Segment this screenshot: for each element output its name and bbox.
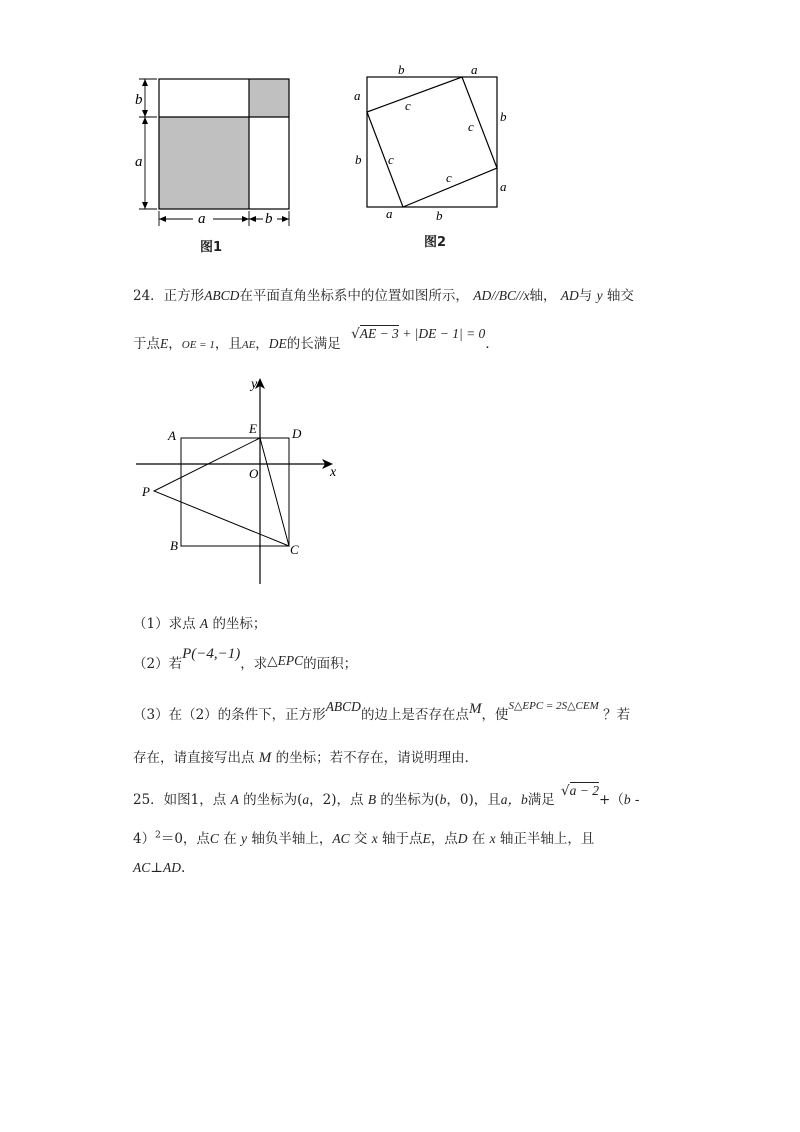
q25-y: y xyxy=(241,831,248,846)
q24-line-2: 于点E，OE = 1，且AE，DE的长满足 √AE − 3 + |DE − 1| = 0． xyxy=(133,326,499,352)
fig2-label-right-a: a xyxy=(500,179,507,194)
q24-AE: AE xyxy=(241,339,256,351)
q24-text: 的边上是否存在点 xyxy=(360,707,469,723)
q24-oe: OE = 1 xyxy=(181,339,215,351)
q24-text: ，使 xyxy=(481,707,509,723)
graph-label-E: E xyxy=(249,421,257,436)
q25-text: - xyxy=(634,792,640,808)
figure-1 xyxy=(125,70,300,235)
graph-label-O: O xyxy=(249,466,259,481)
q25-B: B xyxy=(367,792,377,807)
q24-A: A xyxy=(199,616,209,631)
q24-abcd-2: ABCD xyxy=(325,699,361,714)
q24-text: （2）若 xyxy=(133,656,183,672)
q25-a: a xyxy=(302,792,310,807)
q25-text: 4） xyxy=(133,831,156,847)
fig2-label-top-a: a xyxy=(471,62,478,77)
q25-line-3 xyxy=(133,860,185,876)
graph-label-y: y xyxy=(251,377,258,392)
q24-part-3-line-2 xyxy=(133,746,478,767)
fig1-label-b-bottom: b xyxy=(265,211,273,227)
q25-perpendicular: AC⊥AD xyxy=(133,860,181,875)
q24-text: 于点 xyxy=(133,336,160,352)
fig1-label-b-left: b xyxy=(135,92,143,108)
fig1-label-a-bottom: a xyxy=(198,211,206,227)
q24-equation xyxy=(351,326,485,342)
q25-b: b xyxy=(439,792,447,807)
q24-text: （3）在（2）的条件下，正方形 xyxy=(133,707,326,723)
fig2-label-left-b: b xyxy=(355,152,362,167)
q25-ab: a，b xyxy=(500,792,528,807)
q25-text: . xyxy=(180,860,186,876)
figure-1-caption: 图1 xyxy=(200,240,223,255)
fig2-label-top-b: b xyxy=(398,62,405,77)
q24-abs-part: + |DE − 1| = 0 xyxy=(398,326,486,341)
q25-A: A xyxy=(230,792,239,807)
q25-text: 在 xyxy=(471,831,486,847)
graph-label-B: B xyxy=(170,538,178,553)
q24-abcd: ABCD xyxy=(204,288,240,303)
fig1-shaded-big xyxy=(159,117,249,209)
q24-area-equation: S△EPC = 2S△CEM xyxy=(508,700,599,712)
q25-line-1 xyxy=(133,783,640,808)
q25-E: E xyxy=(422,831,431,846)
q24-y: y xyxy=(596,288,603,303)
fig2-label-c-right: c xyxy=(468,119,474,134)
q24-text: 的长满足 xyxy=(286,336,341,352)
fig2-label-bottom-a: a xyxy=(386,206,393,221)
q25-superscript: 2 xyxy=(155,830,161,841)
fig2-label-c-left: c xyxy=(388,152,394,167)
fig2-label-bottom-b: b xyxy=(436,208,443,223)
q25-text: 满足 xyxy=(527,792,555,808)
q25-text: 的坐标为( xyxy=(243,792,303,808)
fig2-label-c-top: c xyxy=(405,98,411,113)
q24-point-p: P(−4,−1) xyxy=(182,646,241,662)
q25-sqrt xyxy=(561,783,599,799)
q24-parallel: AD//BC//x xyxy=(473,288,530,303)
fig2-label-c-bottom: c xyxy=(446,170,452,185)
graph-label-A: A xyxy=(168,428,176,443)
fig2-label-left-a: a xyxy=(354,88,361,103)
q25-text: 轴于点 xyxy=(381,831,423,847)
sqrt-symbol: √ xyxy=(351,326,360,342)
q25-text: ＝0，点 xyxy=(160,831,210,847)
q25-C: C xyxy=(209,831,219,846)
q25-D: D xyxy=(457,831,468,846)
q25-x-2: x xyxy=(489,831,496,846)
q25-line-2 xyxy=(133,827,594,847)
q24-text: ． xyxy=(485,336,499,352)
q25-AC: AC xyxy=(332,831,350,846)
q24-sqrt-content: AE − 3 xyxy=(359,326,399,341)
q25-text: 在 xyxy=(223,831,237,847)
q24-part-3-line-1 xyxy=(133,699,631,724)
q24-text: 的面积； xyxy=(303,656,358,672)
q24-part-1 xyxy=(133,612,266,632)
triangle-epc xyxy=(154,438,289,546)
q25-b-2: b xyxy=(623,792,631,807)
q24-text: 的坐标； xyxy=(212,616,267,632)
q24-line-1 xyxy=(133,284,634,304)
q24-text: ？若 xyxy=(603,707,631,723)
q24-part-2 xyxy=(133,646,358,673)
graph-label-P: P xyxy=(142,484,150,499)
q24-text: 与 xyxy=(578,288,593,304)
figure-2-caption: 图2 xyxy=(424,235,447,250)
graph-label-x: x xyxy=(330,465,337,480)
graph-label-C: C xyxy=(290,542,299,557)
q25-text: 轴正半轴上，且 xyxy=(499,831,595,847)
q24-text: 24．正方形 xyxy=(133,288,205,304)
graph-label-D: D xyxy=(292,426,302,441)
q24-text: 的坐标；若不存在，请说明理由． xyxy=(275,750,479,766)
square-abcd xyxy=(181,438,289,546)
sqrt-symbol: √ xyxy=(561,783,570,799)
fig2-label-right-b: b xyxy=(500,109,507,124)
q25-text: ，点 xyxy=(430,831,458,847)
q25-text: 轴负半轴上， xyxy=(251,831,333,847)
q24-text: ，且 xyxy=(214,336,242,352)
fig2-inner-square xyxy=(367,77,497,207)
fig2-outer-square xyxy=(367,77,497,207)
q25-text: 25．如图1，点 xyxy=(133,792,227,808)
q25-text: ，2)，点 xyxy=(309,792,364,808)
q24-text: 轴交 xyxy=(606,288,634,304)
q24-text: 在平面直角坐标系中的位置如图所示， xyxy=(239,288,469,304)
q24-text: 轴， xyxy=(529,288,557,304)
q24-text: 存在，请直接写出点 xyxy=(133,750,255,766)
q25-x: x xyxy=(371,831,378,846)
q25-sqrt-content: a − 2 xyxy=(569,783,600,798)
q24-text: （1）求点 xyxy=(133,616,196,632)
fig1-label-a-left: a xyxy=(135,154,143,170)
q25-text: +（ xyxy=(599,792,624,808)
q24-E: E xyxy=(160,336,169,351)
q25-text: 交 xyxy=(353,831,368,847)
q25-text: 的坐标为( xyxy=(380,792,440,808)
fig1-shaded-small xyxy=(249,79,289,117)
q24-ad: AD xyxy=(560,288,579,303)
figure-2 xyxy=(350,60,520,230)
q24-text: ，求 xyxy=(240,656,268,672)
q24-triangle-epc: △EPC xyxy=(267,653,304,668)
q24-coordinate-graph xyxy=(130,370,350,592)
q24-M-2: M xyxy=(258,750,272,766)
q24-DE: DE xyxy=(268,336,287,351)
q24-M: M xyxy=(468,701,482,717)
q25-text: ，0)，且 xyxy=(446,792,501,808)
